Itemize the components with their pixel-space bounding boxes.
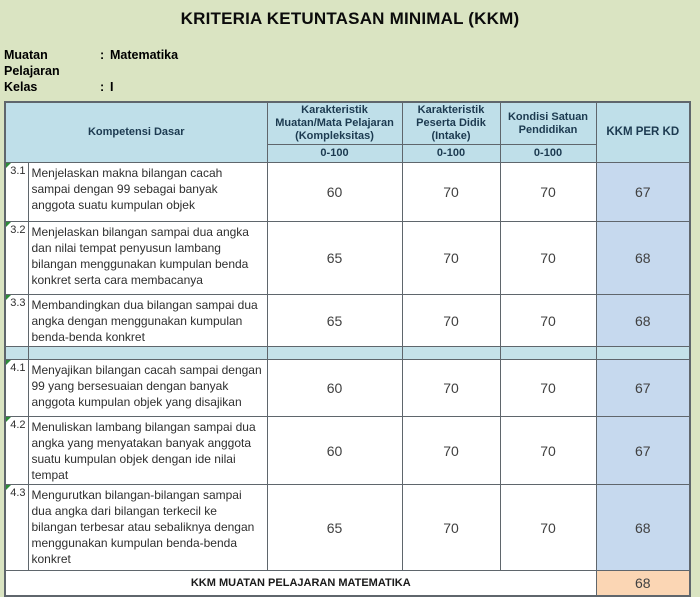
subject-label: Muatan Pelajaran bbox=[4, 48, 60, 78]
footer-row bbox=[5, 571, 690, 596]
kd-code: 3.3 bbox=[5, 295, 28, 347]
header-kompetensi-dasar: Kompetensi Dasar bbox=[5, 102, 267, 163]
table-header bbox=[5, 102, 690, 163]
meta-class-row bbox=[4, 79, 700, 95]
separator-cell bbox=[5, 347, 28, 360]
kd-description: Membandingkan dua bilangan sampai dua angka dengan menggunakan kumpulan benda-benda konkret bbox=[28, 295, 267, 347]
class-label: Kelas bbox=[4, 80, 38, 94]
kondisi-value: 70 bbox=[500, 163, 596, 222]
kd-description: Menjelaskan bilangan sampai dua angka dan nilai tempat penyusun lambang bilangan menggunakan kumpulan benda konkret serta cara membacanya bbox=[28, 222, 267, 295]
kd-code: 4.1 bbox=[5, 360, 28, 417]
kondisi-value: 70 bbox=[500, 417, 596, 485]
table-row bbox=[5, 485, 690, 571]
header-kondisi-satuan: Kondisi Satuan Pendidikan bbox=[500, 102, 596, 145]
class-colon: : bbox=[100, 80, 105, 94]
kd-description: Mengurutkan bilangan-bilangan sampai dua angka dari bilangan terkecil ke bilangan terbesar atau sebaliknya dengan menggunakan kumpulan benda-benda konkret bbox=[28, 485, 267, 571]
kkm-value: 67 bbox=[596, 417, 690, 485]
kkm-value: 68 bbox=[596, 295, 690, 347]
header-kompleksitas: Karakteristik Muatan/Mata Pelajaran (Kompleksitas) bbox=[267, 102, 402, 145]
kd-description: Menyajikan bilangan cacah sampai dengan 99 yang bersesuaian dengan banyak anggota kumpulan objek yang disajikan bbox=[28, 360, 267, 417]
kondisi-value: 70 bbox=[500, 222, 596, 295]
comment-triangle-icon bbox=[6, 417, 11, 422]
comment-triangle-icon bbox=[6, 222, 11, 227]
intake-value: 70 bbox=[402, 485, 500, 571]
kkm-value: 68 bbox=[596, 485, 690, 571]
kompleksitas-value: 65 bbox=[267, 295, 402, 347]
table-row bbox=[5, 295, 690, 347]
header-intake: Karakteristik Peserta Didik (Intake) bbox=[402, 102, 500, 145]
table-row bbox=[5, 222, 690, 295]
subject-colon: : bbox=[100, 48, 105, 62]
footer-kkm-value: 68 bbox=[596, 571, 690, 596]
kd-description: Menuliskan lambang bilangan sampai dua angka yang menyatakan banyak anggota suatu kumpulan objek dengan ide nilai tempat bbox=[28, 417, 267, 485]
kondisi-value: 70 bbox=[500, 295, 596, 347]
kkm-table bbox=[4, 101, 691, 597]
kompleksitas-value: 60 bbox=[267, 360, 402, 417]
separator-cell bbox=[596, 347, 690, 360]
table-row bbox=[5, 417, 690, 485]
separator-cell bbox=[267, 347, 402, 360]
kd-code: 3.1 bbox=[5, 163, 28, 222]
kd-code: 4.3 bbox=[5, 485, 28, 571]
intake-value: 70 bbox=[402, 417, 500, 485]
separator-cell bbox=[402, 347, 500, 360]
range-intake: 0-100 bbox=[402, 145, 500, 163]
intake-value: 70 bbox=[402, 163, 500, 222]
table-row bbox=[5, 360, 690, 417]
kondisi-value: 70 bbox=[500, 360, 596, 417]
footer-label: KKM MUATAN PELAJARAN MATEMATIKA bbox=[5, 571, 596, 596]
kd-description: Menjelaskan makna bilangan cacah sampai dengan 99 sebagai banyak anggota suatu kumpulan objek bbox=[28, 163, 267, 222]
intake-value: 70 bbox=[402, 222, 500, 295]
class-value: I bbox=[110, 80, 114, 94]
table-footer bbox=[5, 571, 690, 596]
intake-value: 70 bbox=[402, 360, 500, 417]
meta-subject-row bbox=[4, 47, 700, 79]
separator-row bbox=[5, 347, 690, 360]
table-row bbox=[5, 163, 690, 222]
kompleksitas-value: 60 bbox=[267, 163, 402, 222]
subject-value: Matematika bbox=[110, 48, 179, 62]
page-title: KRITERIA KETUNTASAN MINIMAL (KKM) bbox=[180, 9, 520, 28]
separator-cell bbox=[28, 347, 267, 360]
header-kkm-per-kd: KKM PER KD bbox=[596, 102, 690, 163]
kd-code: 3.2 bbox=[5, 222, 28, 295]
comment-triangle-icon bbox=[6, 295, 11, 300]
comment-triangle-icon bbox=[6, 360, 11, 365]
kompleksitas-value: 60 bbox=[267, 417, 402, 485]
range-kondisi: 0-100 bbox=[500, 145, 596, 163]
kkm-value: 67 bbox=[596, 360, 690, 417]
comment-triangle-icon bbox=[6, 163, 11, 168]
kompleksitas-value: 65 bbox=[267, 485, 402, 571]
kompleksitas-value: 65 bbox=[267, 222, 402, 295]
range-kompleksitas: 0-100 bbox=[267, 145, 402, 163]
comment-triangle-icon bbox=[6, 485, 11, 490]
kd-code: 4.2 bbox=[5, 417, 28, 485]
meta-block bbox=[4, 47, 700, 95]
table-body bbox=[5, 163, 690, 571]
intake-value: 70 bbox=[402, 295, 500, 347]
kondisi-value: 70 bbox=[500, 485, 596, 571]
kkm-value: 68 bbox=[596, 222, 690, 295]
kkm-value: 67 bbox=[596, 163, 690, 222]
separator-cell bbox=[500, 347, 596, 360]
